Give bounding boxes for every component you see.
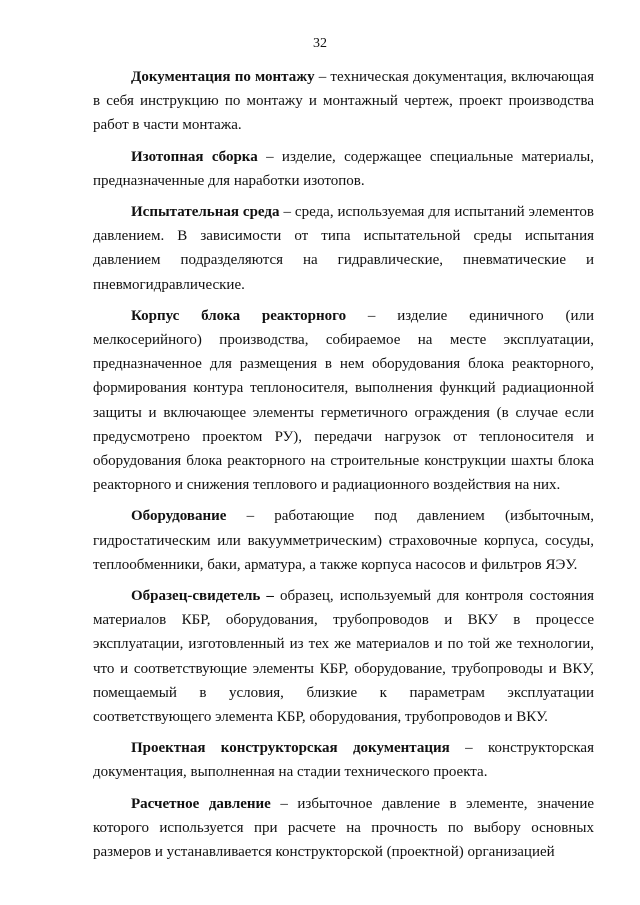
definition-text: образец, используемый для контроля состояния материалов КБР, оборудования, трубопроводов и ВКУ в процессе эксплуатации, изготовленный из тех же материалов и по той же технологии, что и соответствующие элементы КБР, оборудование, трубопроводы и ВКУ, помещаемый в условия, близкие к параметрам эксплуатации соответствующего элемента КБР, оборудования, трубопроводов и ВКУ. xyxy=(93,588,594,726)
definition-term: Оборудование xyxy=(131,508,227,525)
page-number: 32 xyxy=(313,36,327,51)
definition-term: Испытательная среда xyxy=(131,204,280,221)
definition-entry xyxy=(93,504,594,577)
definition-entry xyxy=(93,304,594,498)
definition-term: Образец-свидетель – xyxy=(131,588,274,605)
definition-entry xyxy=(93,200,594,297)
definition-term: Изотопная сборка xyxy=(131,148,258,165)
definition-text: – избыточное давление в элементе, значение которого используется при расчете на прочность по выбору основных размеров и устанавливается конструкторской (проектной) организацией xyxy=(93,795,595,861)
definition-term: Корпус блока реакторного xyxy=(131,307,347,324)
definition-entry xyxy=(93,736,594,784)
definition-term: Документация по монтажу xyxy=(131,69,315,85)
definition-term: Расчетное давление xyxy=(131,795,271,812)
definition-text: – работающие под давлением (избыточным, гидростатическим или вакуумметрическим) страховочные корпуса, сосуды, теплообменники, баки, арматура, а также корпуса насосов и фильтров ЯЭУ. xyxy=(93,508,594,573)
definition-entry xyxy=(93,584,594,729)
definition-term: Проектная конструкторская документация xyxy=(131,740,450,757)
definition-entry xyxy=(93,792,594,865)
definition-text: – техническая документация, включающая в себя инструкцию по монтажу и монтажный чертеж, проект производства работ в части монтажа. xyxy=(93,69,594,134)
definition-entry xyxy=(93,65,594,138)
definition-text: – изделие, содержащее специальные материалы, предназначенные для наработки изотопов. xyxy=(93,148,594,189)
definition-text: – среда, используемая для испытаний элементов давлением. В зависимости от типа испытательной среды испытания давлением подразделяются на гидравлические, пневматические и пневмогидравлические. xyxy=(93,204,594,293)
document-body xyxy=(93,65,594,871)
definition-text: – конструкторская документация, выполненная на стадии технического проекта. xyxy=(93,740,594,781)
definition-text: – изделие единичного (или мелкосерийного) производства, собираемое на месте эксплуатации, предназначенное для размещения в нем оборудования блока реакторного, формирования контура теплоносителя, выполнения функций радиационной защиты и включающее элементы герметичного ограждения (в случае если предусмотрено проектом РУ), передачи нагрузок от теплоносителя и оборудования блока реакторного на строительные конструкции шахты блока реакторного и снижения теплового и радиационного воздействия на них. xyxy=(93,307,594,494)
definition-entry xyxy=(93,145,594,193)
